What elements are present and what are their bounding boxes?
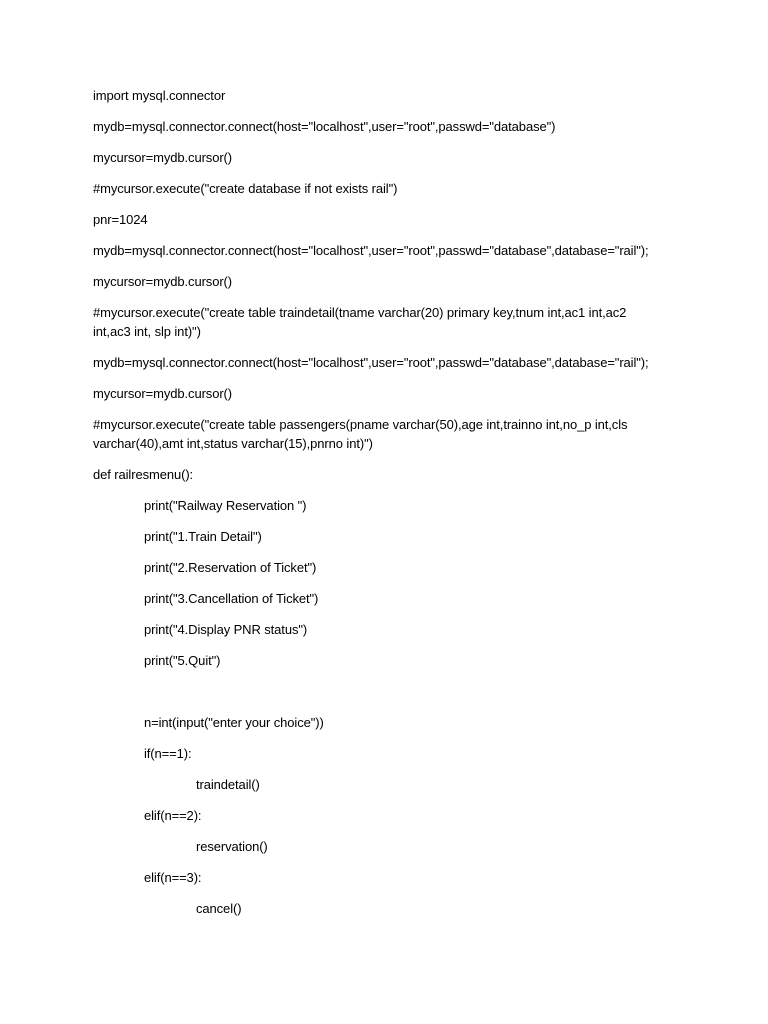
code-line-3: mycursor=mydb.cursor() [93, 150, 233, 165]
code-line-24: elif(n==3): [144, 870, 202, 885]
code-line-7: mycursor=mydb.cursor() [93, 274, 233, 289]
code-line-25: cancel() [196, 901, 242, 916]
code-line-6: mydb=mysql.connector.connect(host="localhost",user="root",passwd="database",database="rail"); [93, 243, 649, 258]
code-line-23: reservation() [196, 839, 268, 854]
code-line-8-continued: int,ac3 int, slp int)") [93, 324, 201, 339]
code-line-14: print("1.Train Detail") [144, 529, 262, 544]
code-line-1: import mysql.connector [93, 88, 226, 103]
code-line-16: print("3.Cancellation of Ticket") [144, 591, 319, 606]
code-line-12: def railresmenu(): [93, 467, 194, 482]
code-line-9: mydb=mysql.connector.connect(host="localhost",user="root",passwd="database",database="rail"); [93, 355, 649, 370]
code-line-8: #mycursor.execute("create table traindetail(tname varchar(20) primary key,tnum int,ac1 int,ac2 [93, 305, 627, 320]
code-line-10: mycursor=mydb.cursor() [93, 386, 233, 401]
code-line-20: if(n==1): [144, 746, 192, 761]
code-line-11-continued: varchar(40),amt int,status varchar(15),pnrno int)") [93, 436, 373, 451]
code-line-5: pnr=1024 [93, 212, 148, 227]
code-line-2: mydb=mysql.connector.connect(host="localhost",user="root",passwd="database") [93, 119, 556, 134]
code-line-22: elif(n==2): [144, 808, 202, 823]
code-line-21: traindetail() [196, 777, 260, 792]
code-line-17: print("4.Display PNR status") [144, 622, 308, 637]
code-line-19: n=int(input("enter your choice")) [144, 715, 324, 730]
code-line-11: #mycursor.execute("create table passengers(pname varchar(50),age int,trainno int,no_p int,cls [93, 417, 628, 432]
code-line-4: #mycursor.execute("create database if not exists rail") [93, 181, 398, 196]
code-line-13: print("Railway Reservation ") [144, 498, 307, 513]
code-line-18: print("5.Quit") [144, 653, 221, 668]
code-line-15: print("2.Reservation of Ticket") [144, 560, 317, 575]
